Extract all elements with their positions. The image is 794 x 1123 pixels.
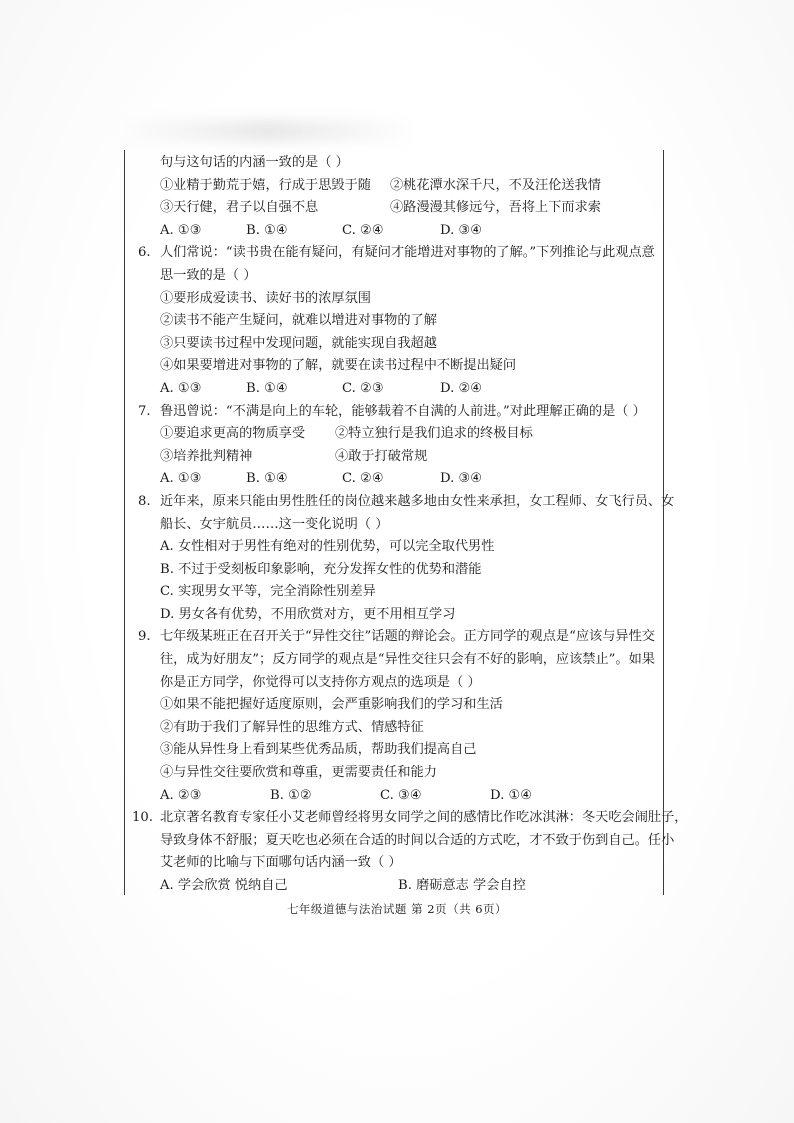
q7-statements-row2 [138,446,658,469]
q9-stmt2: ②有助于我们了解异性的思维方式、情感特征 [160,719,424,735]
q9-option-c: C. ③④ [380,787,422,803]
q9-line1 [138,626,658,649]
q9-stem-line2: 往，成为好朋友”；反方同学的观点是“异性交往只会有不好的影响，应该禁止”。如果 [160,652,655,668]
q8-option-d: D. 男女各有优势，不用欣赏对方，更不用相互学习 [160,606,456,622]
q6-option-a: A. ①③ [160,380,202,396]
q5-option-a: A. ①③ [160,222,202,238]
q7-statements-row1 [138,423,658,446]
q7-line1 [138,401,658,424]
q7-option-c: C. ②④ [342,471,384,487]
q10-option-a: A. 学会欣赏 悦纳自己 [160,878,288,893]
q6-option-b: B. ①④ [246,380,288,396]
q5-statements-row1 [138,175,658,198]
q7-option-d: D. ③④ [440,471,483,487]
q5-option-b: B. ①④ [246,222,288,238]
q7-option-b: B. ①④ [246,471,288,487]
q7-stmt1: ①要追求更高的物质享受 [160,426,306,442]
q6-options [138,378,658,401]
q8-option-a: A. 女性相对于男性有绝对的性别优势，可以完全取代男性 [160,539,495,555]
q8-option-b: B. 不过于受刻板印象影响，充分发挥女性的优势和潜能 [160,561,482,577]
q5-stmt2: ②桃花潭水深千尺，不及汪伦送我情 [390,177,601,193]
q10-stem-line3: 艾老师的比喻与下面哪句话内涵一致（ ） [160,855,402,871]
q9-stem-line3: 你是正方同学，你觉得可以支持你方观点的选项是（ ） [160,674,481,690]
page-footer: 七年级道德与法治试题 第 2页（共 6页） [286,902,508,916]
q9-option-d: D. ①④ [490,787,533,803]
q6-number: 6. [138,245,151,261]
q10-stem-line1: 北京著名教育专家任小艾老师曾经将男女同学之间的感情比作吃冰淇淋：冬天吃会闹肚子， [160,810,688,826]
q5-stmt4: ④路漫漫其修远兮，吾将上下而求索 [390,200,601,216]
exam-content [132,152,688,898]
q7-stem-line1: 鲁迅曾说：“不满是向上的车轮，能够载着不自满的人前进。”对此理解正确的是（ ） [160,403,646,419]
q5-options [138,220,658,243]
q8-stem-line1: 近年来，原来只能由男性胜任的岗位越来越多地由女性来承担，女工程师、女飞行员、女 [160,493,675,509]
q7-stmt4: ④敢于打破常规 [335,448,428,464]
q7-number: 7. [138,403,151,419]
q6-stem-line1: 人们常说：“读书贵在能有疑问，有疑问才能增进对事物的了解。”下列推论与此观点意 [160,245,655,261]
q9-stmt4: ④与异性交往要欣赏和尊重，更需要责任和能力 [160,765,437,781]
q9-options [138,785,658,808]
q10-line1 [132,807,688,830]
q7-options [138,468,658,491]
q7-option-a: A. ①③ [160,471,202,487]
q10-stem-line2: 导致身体不舒服；夏天吃也必须在合适的时间以合适的方式吃，才不致于伤到自己。任小 [160,832,675,848]
q9-number: 9. [138,629,151,645]
q6-stem-line2: 思一致的是（ ） [160,267,257,283]
q9-stmt3: ③能从异性身上看到某些优秀品质，帮助我们提高自己 [160,742,477,758]
q9-option-b: B. ①② [270,787,312,803]
q5-option-d: D. ③④ [440,222,483,238]
q10-options [138,875,658,898]
q10-option-b: B. 磨砺意志 学会自控 [398,878,526,893]
right-border-line [663,150,664,895]
q9-stmt1: ①如果不能把握好适度原则，会严重影响我们的学习和生活 [160,697,503,713]
q8-line1 [138,491,675,514]
q6-stmt4: ④如果要增进对事物的了解，就要在读书过程中不断提出疑问 [160,358,517,374]
q6-line1 [138,242,658,265]
q8-number: 8. [138,493,151,509]
q10-number: 10. [132,810,153,826]
q6-option-d: D. ②④ [440,380,483,396]
q8-option-c: C. 实现男女平等，完全消除性别差异 [160,584,376,600]
left-border-line [124,150,125,895]
q5-stmt1: ①业精于勤荒于嬉，行成于思毁于随 [160,177,371,193]
q7-stmt3: ③培养批判精神 [160,448,253,464]
q6-option-c: C. ②③ [342,380,384,396]
q5-option-c: C. ②④ [342,222,384,238]
q9-option-a: A. ②③ [160,787,202,803]
q5-continuation: 句与这句话的内涵一致的是（ ） [160,155,349,170]
scan-smudge [118,120,418,142]
q9-stem-line1: 七年级某班正在召开关于“异性交往”话题的辩论会。正方同学的观点是“应该与异性交 [160,629,655,645]
q6-stmt1: ①要形成爱读书、读好书的浓厚氛围 [160,290,371,306]
q5-stmt3: ③天行健，君子以自强不息 [160,200,319,216]
q5-statements-row2 [138,197,658,220]
q6-stmt3: ③只要读书过程中发现问题，就能实现自我超越 [160,335,437,351]
q8-stem-line2: 船长、女宇航员……这一变化说明（ ） [160,516,389,532]
q6-stmt2: ②读书不能产生疑问，就难以增进对事物的了解 [160,313,437,329]
q7-stmt2: ②特立独行是我们追求的终极目标 [335,426,533,442]
